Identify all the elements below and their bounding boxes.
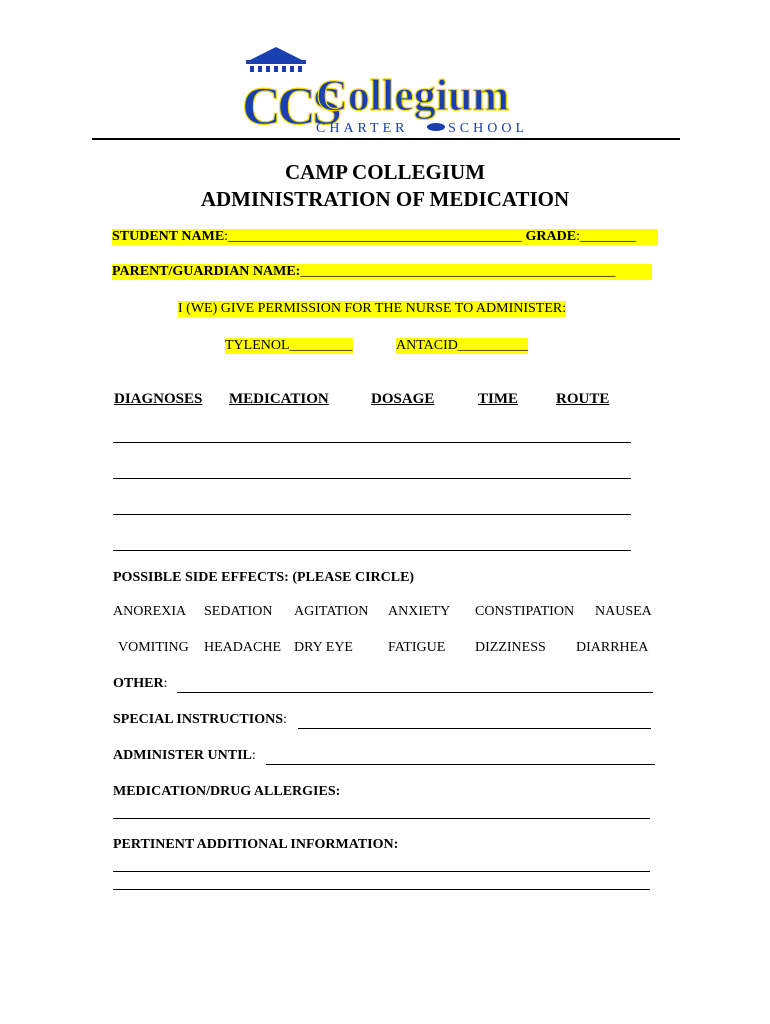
other-field[interactable] bbox=[177, 692, 653, 693]
side-effect-constipation[interactable]: CONSTIPATION bbox=[475, 604, 575, 619]
column-time: TIME bbox=[478, 391, 519, 407]
other-label: OTHER bbox=[113, 676, 164, 691]
school-logo bbox=[236, 42, 536, 138]
tylenol-option bbox=[225, 338, 353, 354]
special-instructions-row: SPECIAL INSTRUCTIONS: bbox=[113, 712, 287, 727]
side-effect-agitation[interactable]: AGITATION bbox=[294, 604, 369, 619]
tylenol-field[interactable]: _________ bbox=[289, 338, 353, 353]
side-effect-diarrhea[interactable]: DIARRHEA bbox=[576, 640, 649, 655]
student-name-row: STUDENT NAME:__________________________________________ GRADE:________ bbox=[112, 229, 658, 245]
pertinent-info-field[interactable] bbox=[113, 871, 650, 872]
logo-tagline-right: SCHOOL bbox=[448, 121, 529, 136]
side-effect-anxiety[interactable]: ANXIETY bbox=[388, 604, 451, 619]
student-name-field[interactable]: __________________________________________ bbox=[228, 229, 523, 244]
side-effect-nausea[interactable]: NAUSEA bbox=[595, 604, 652, 619]
antacid-field[interactable]: __________ bbox=[457, 338, 528, 353]
medication-entry-line[interactable] bbox=[113, 442, 631, 443]
parent-name-row bbox=[112, 264, 652, 280]
side-effect-sedation[interactable]: SEDATION bbox=[204, 604, 273, 619]
tylenol-label: TYLENOL bbox=[225, 338, 290, 353]
pertinent-info-field[interactable] bbox=[113, 889, 650, 890]
administer-until-label: ADMINISTER UNTIL bbox=[113, 748, 252, 763]
side-effect-dry-eye[interactable]: DRY EYE bbox=[294, 640, 353, 655]
special-instructions-label: SPECIAL INSTRUCTIONS bbox=[113, 712, 283, 727]
page-title: CAMP COLLEGIUM bbox=[284, 160, 486, 184]
side-effect-anorexia[interactable]: ANOREXIA bbox=[113, 604, 187, 619]
side-effects-heading: POSSIBLE SIDE EFFECTS: (PLEASE CIRCLE) bbox=[113, 570, 415, 585]
pertinent-info-label: PERTINENT ADDITIONAL INFORMATION: bbox=[113, 837, 399, 852]
header-divider bbox=[92, 138, 680, 140]
page-subtitle: ADMINISTRATION OF MEDICATION bbox=[200, 187, 570, 211]
grade-field[interactable]: ________ bbox=[580, 229, 636, 244]
column-diagnoses: DIAGNOSES bbox=[114, 391, 203, 407]
medication-entry-line[interactable] bbox=[113, 550, 631, 551]
grade-label: GRADE bbox=[525, 229, 577, 244]
antacid-label: ANTACID bbox=[396, 338, 458, 353]
medication-entry-line[interactable] bbox=[113, 478, 631, 479]
parent-name-field[interactable]: _____________________________________________ bbox=[300, 264, 616, 279]
logo-name: Collegium bbox=[316, 71, 510, 120]
side-effect-dizziness[interactable]: DIZZINESS bbox=[475, 640, 546, 655]
medication-entry-line[interactable] bbox=[113, 514, 631, 515]
school-building-icon bbox=[236, 42, 536, 138]
column-medication: MEDICATION bbox=[229, 391, 329, 407]
column-route: ROUTE bbox=[556, 391, 610, 407]
allergies-field[interactable] bbox=[113, 818, 650, 819]
logo-initials: CCS bbox=[242, 76, 339, 136]
other-row: OTHER: bbox=[113, 676, 168, 691]
side-effect-vomiting[interactable]: VOMITING bbox=[118, 640, 189, 655]
special-instructions-field[interactable] bbox=[298, 728, 651, 729]
student-name-label: STUDENT NAME bbox=[112, 229, 225, 244]
side-effect-fatigue[interactable]: FATIGUE bbox=[388, 640, 446, 655]
administer-until-field[interactable] bbox=[266, 764, 655, 765]
allergies-label: MEDICATION/DRUG ALLERGIES: bbox=[113, 784, 341, 799]
side-effect-headache[interactable]: HEADACHE bbox=[204, 640, 281, 655]
parent-name-label: PARENT/GUARDIAN NAME: bbox=[112, 264, 301, 279]
antacid-option bbox=[396, 338, 528, 354]
logo-tagline-left: CHARTER bbox=[316, 121, 409, 136]
permission-statement: I (WE) GIVE PERMISSION FOR THE NURSE TO ADMINISTER: bbox=[178, 301, 567, 316]
column-dosage: DOSAGE bbox=[371, 391, 435, 407]
administer-until-row: ADMINISTER UNTIL: bbox=[113, 748, 256, 763]
